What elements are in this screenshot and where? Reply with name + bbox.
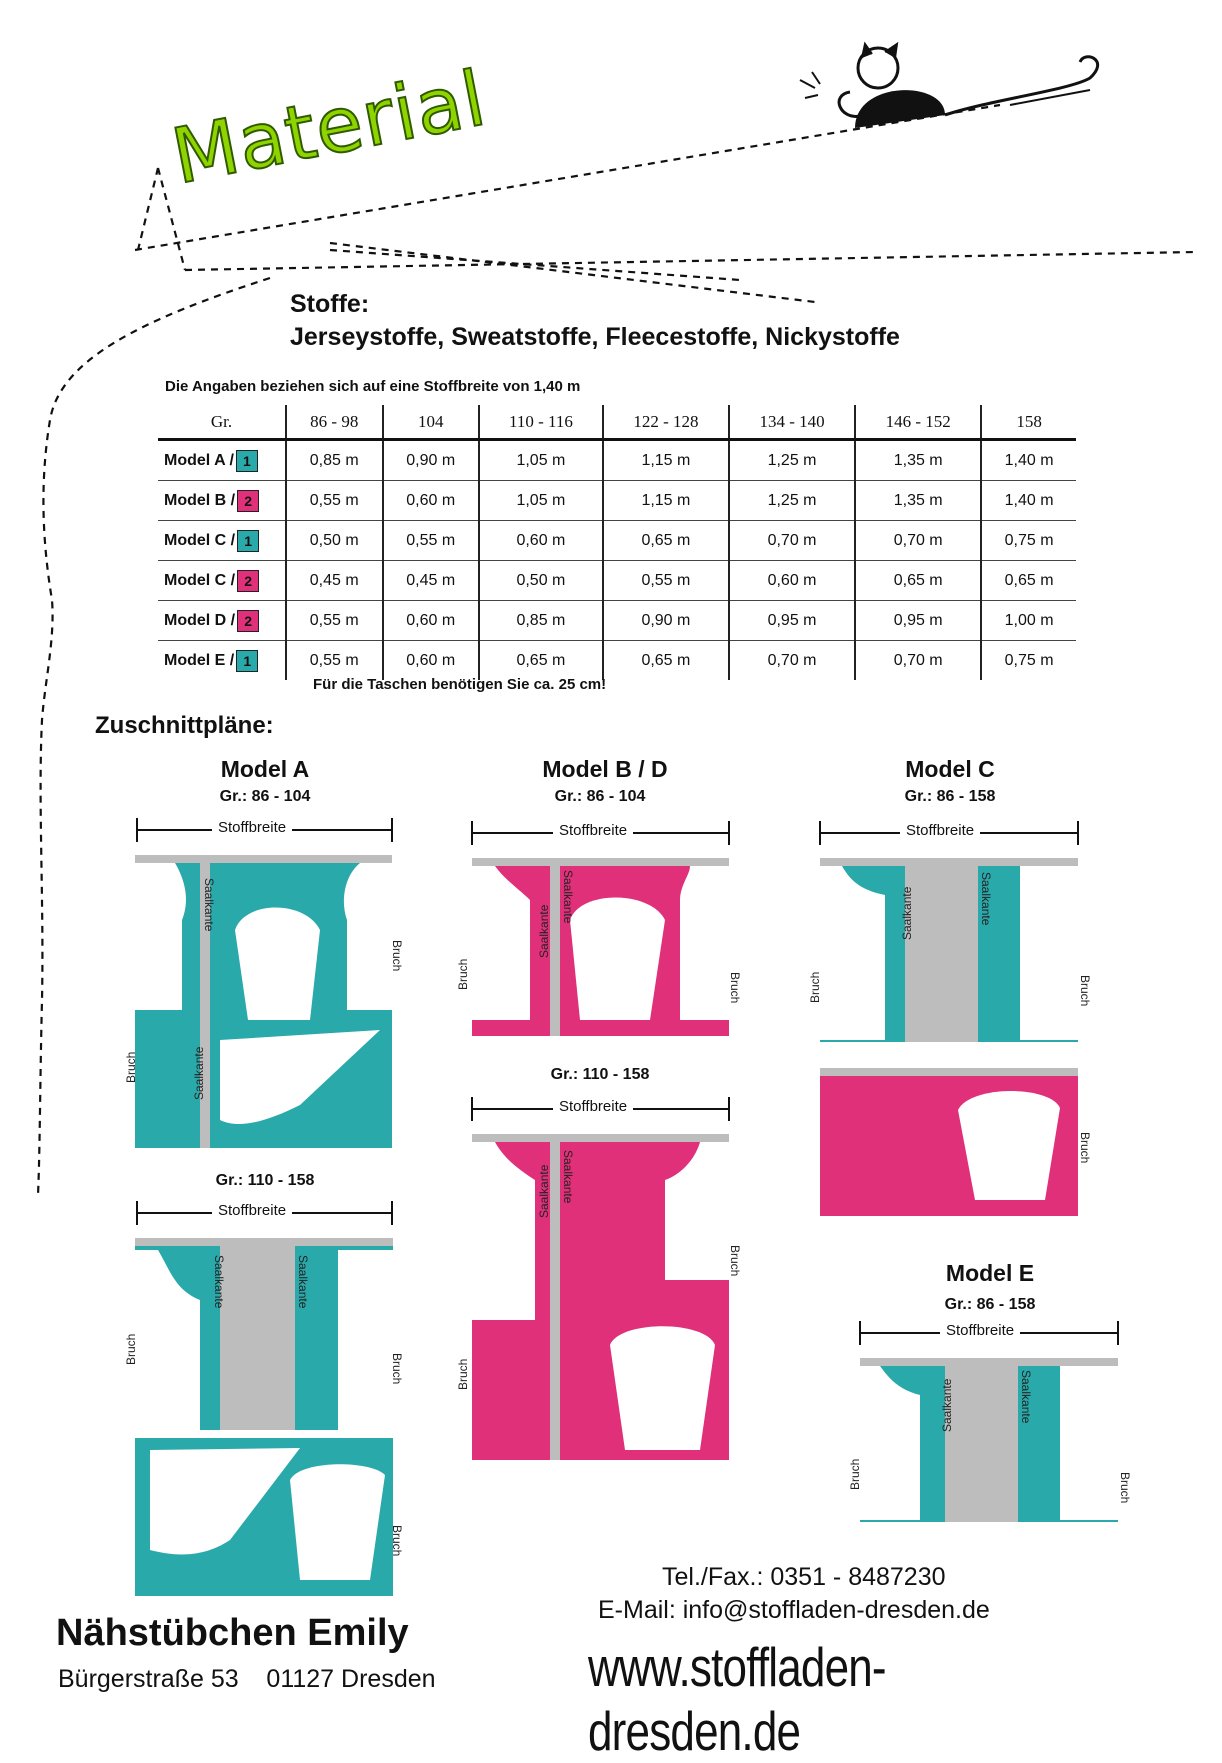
- model-a-size-large: Gr.: 110 - 158: [215, 1172, 315, 1189]
- plan-model-bd-large: [472, 1134, 729, 1460]
- amount-cell: 0,65 m: [603, 521, 729, 561]
- saalkante-label: Saalkante: [537, 904, 551, 958]
- saalkante-label: Saalkante: [192, 1046, 206, 1100]
- size-col: 86 - 98: [286, 405, 383, 440]
- dashed-cut-line: [330, 250, 740, 280]
- amount-cell: 0,95 m: [729, 601, 855, 641]
- color-badge: 2: [237, 610, 259, 632]
- saalkante-label: Saalkante: [940, 1378, 954, 1432]
- stoffbreite-label: Stoffbreite: [212, 819, 292, 836]
- plans-heading: Zuschnittpläne:: [95, 712, 274, 739]
- amount-cell: 0,50 m: [479, 561, 603, 601]
- stoffbreite-label: Stoffbreite: [900, 822, 980, 839]
- bruch-label: Bruch: [124, 1051, 138, 1083]
- color-badge: 2: [237, 490, 259, 512]
- pocket-note: Für die Taschen benötigen Sie ca. 25 cm!: [313, 676, 607, 693]
- amount-cell: 0,70 m: [855, 521, 981, 561]
- bruch-label: Bruch: [728, 1245, 742, 1277]
- plan-model-c: [820, 858, 1078, 1216]
- plan-model-a-large: [135, 1238, 393, 1596]
- fabrics-heading: Stoffe:: [290, 290, 370, 318]
- fabric-width-note: Die Angaben beziehen sich auf eine Stoffbreite von 1,40 m: [165, 378, 581, 395]
- amount-cell: 1,25 m: [729, 481, 855, 521]
- amount-cell: 1,35 m: [855, 481, 981, 521]
- stoffbreite-label: Stoffbreite: [212, 1202, 292, 1219]
- amount-cell: 0,55 m: [286, 481, 383, 521]
- size-col: 110 - 116: [479, 405, 603, 440]
- model-bd-size-large: Gr.: 110 - 158: [550, 1066, 650, 1083]
- bruch-label: Bruch: [456, 958, 470, 990]
- amount-cell: 0,90 m: [383, 440, 480, 481]
- table-row: [158, 521, 1076, 561]
- table-row: [158, 481, 1076, 521]
- model-label: Model C /: [164, 571, 236, 589]
- stoffbreite-label: Stoffbreite: [940, 1322, 1020, 1339]
- model-bd-title: Model B / D: [542, 756, 668, 782]
- saalkante-label: Saalkante: [1019, 1370, 1033, 1424]
- amount-cell: 0,65 m: [603, 641, 729, 681]
- table-row: [158, 601, 1076, 641]
- amount-cell: 0,55 m: [286, 601, 383, 641]
- model-cell: [158, 601, 286, 641]
- amount-cell: 0,65 m: [479, 641, 603, 681]
- amount-cell: 0,85 m: [286, 440, 383, 481]
- model-cell: [158, 440, 286, 481]
- amount-cell: 0,65 m: [855, 561, 981, 601]
- bruch-label: Bruch: [728, 972, 742, 1004]
- table-header-row: [158, 405, 1076, 440]
- model-cell: [158, 481, 286, 521]
- bruch-label: Bruch: [848, 1458, 862, 1490]
- amount-cell: 1,40 m: [981, 481, 1076, 521]
- saalkante-label: Saalkante: [979, 872, 993, 926]
- plan-model-e: [860, 1358, 1118, 1522]
- bruch-label: Bruch: [390, 940, 404, 972]
- model-a-size-small: Gr.: 86 - 104: [219, 788, 311, 805]
- amount-cell: 0,75 m: [981, 641, 1076, 681]
- size-col: 146 - 152: [855, 405, 981, 440]
- model-label: Model C /: [164, 531, 236, 549]
- saalkante-label: Saalkante: [900, 886, 914, 940]
- amount-cell: 1,35 m: [855, 440, 981, 481]
- amount-cell: 1,00 m: [981, 601, 1076, 641]
- model-label: Model E /: [164, 651, 235, 669]
- amount-cell: 0,50 m: [286, 521, 383, 561]
- amount-cell: 0,85 m: [479, 601, 603, 641]
- dashed-cut-line: [330, 243, 815, 302]
- size-col: 158: [981, 405, 1076, 440]
- amount-cell: 0,45 m: [286, 561, 383, 601]
- shop-email[interactable]: E-Mail: info@stoffladen-dresden.de: [598, 1596, 990, 1624]
- dashed-cut-line: [185, 252, 1195, 270]
- amount-cell: 1,40 m: [981, 440, 1076, 481]
- stoffbreite-label: Stoffbreite: [553, 1098, 633, 1115]
- amount-cell: 0,55 m: [383, 521, 480, 561]
- size-col: 104: [383, 405, 480, 440]
- bruch-label: Bruch: [390, 1525, 404, 1557]
- bruch-label: Bruch: [1078, 975, 1092, 1007]
- bruch-label: Bruch: [808, 971, 822, 1003]
- amount-cell: 1,05 m: [479, 481, 603, 521]
- model-c-size: Gr.: 86 - 158: [904, 788, 996, 805]
- amount-cell: 1,25 m: [729, 440, 855, 481]
- page-title: Material: [165, 53, 493, 202]
- model-label: Model D /: [164, 611, 236, 629]
- amount-cell: 0,55 m: [286, 641, 383, 681]
- color-badge: 1: [236, 450, 258, 472]
- saalkante-label: Saalkante: [212, 1255, 226, 1309]
- model-e-title: Model E: [945, 1260, 1035, 1286]
- amount-cell: 0,60 m: [383, 641, 480, 681]
- shop-address: Bürgerstraße 53 01127 Dresden: [58, 1665, 436, 1693]
- color-badge: 1: [237, 530, 259, 552]
- saalkante-label: Saalkante: [202, 878, 216, 932]
- bruch-label: Bruch: [124, 1333, 138, 1365]
- model-c-title: Model C: [905, 756, 995, 782]
- plan-model-a-small: [135, 855, 392, 1148]
- amount-cell: 0,75 m: [981, 521, 1076, 561]
- model-bd-size-small: Gr.: 86 - 104: [554, 788, 646, 805]
- amount-cell: 0,70 m: [855, 641, 981, 681]
- amount-cell: 0,60 m: [479, 521, 603, 561]
- amount-cell: 1,15 m: [603, 440, 729, 481]
- model-a-title: Model A: [220, 756, 310, 782]
- amount-cell: 0,60 m: [729, 561, 855, 601]
- dashed-cut-line: [138, 168, 158, 250]
- table-row: [158, 561, 1076, 601]
- table-body: [158, 440, 1076, 681]
- shop-phone[interactable]: Tel./Fax.: 0351 - 8487230: [662, 1563, 946, 1591]
- model-label: Model B /: [164, 491, 236, 509]
- model-cell: [158, 561, 286, 601]
- table-row: [158, 440, 1076, 481]
- amount-cell: 0,60 m: [383, 601, 480, 641]
- size-col: 134 - 140: [729, 405, 855, 440]
- bruch-label: Bruch: [390, 1353, 404, 1385]
- model-cell: [158, 641, 286, 681]
- amount-cell: 1,15 m: [603, 481, 729, 521]
- amount-cell: 0,60 m: [383, 481, 480, 521]
- size-header: Gr.: [158, 405, 286, 440]
- size-col: 122 - 128: [603, 405, 729, 440]
- table-row: [158, 641, 1076, 681]
- saalkante-label: Saalkante: [537, 1164, 551, 1218]
- model-e-size: Gr.: 86 - 158: [944, 1296, 1036, 1313]
- amount-cell: 0,65 m: [981, 561, 1076, 601]
- bruch-label: Bruch: [456, 1358, 470, 1390]
- amount-cell: 0,55 m: [603, 561, 729, 601]
- color-badge: 1: [236, 650, 258, 672]
- saalkante-label: Saalkante: [561, 1150, 575, 1204]
- material-table: [158, 405, 1076, 680]
- amount-cell: 0,70 m: [729, 521, 855, 561]
- plan-model-bd-small: [472, 858, 729, 1036]
- cat-icon: [800, 44, 1098, 128]
- amount-cell: 0,70 m: [729, 641, 855, 681]
- model-cell: [158, 521, 286, 561]
- amount-cell: 0,90 m: [603, 601, 729, 641]
- shop-website[interactable]: www.stoffladen-dresden.de: [588, 1636, 886, 1762]
- fabrics-list: Jerseystoffe, Sweatstoffe, Fleecestoffe, Nickystoffe: [290, 323, 900, 351]
- stoffbreite-label: Stoffbreite: [553, 822, 633, 839]
- amount-cell: 1,05 m: [479, 440, 603, 481]
- amount-cell: 0,95 m: [855, 601, 981, 641]
- bruch-label: Bruch: [1118, 1472, 1132, 1504]
- model-label: Model A /: [164, 451, 234, 469]
- bruch-label: Bruch: [1078, 1132, 1092, 1164]
- saalkante-label: Saalkante: [561, 870, 575, 924]
- color-badge: 2: [237, 570, 259, 592]
- amount-cell: 0,45 m: [383, 561, 480, 601]
- shop-name: Nähstübchen Emily: [56, 1612, 409, 1654]
- saalkante-label: Saalkante: [296, 1255, 310, 1309]
